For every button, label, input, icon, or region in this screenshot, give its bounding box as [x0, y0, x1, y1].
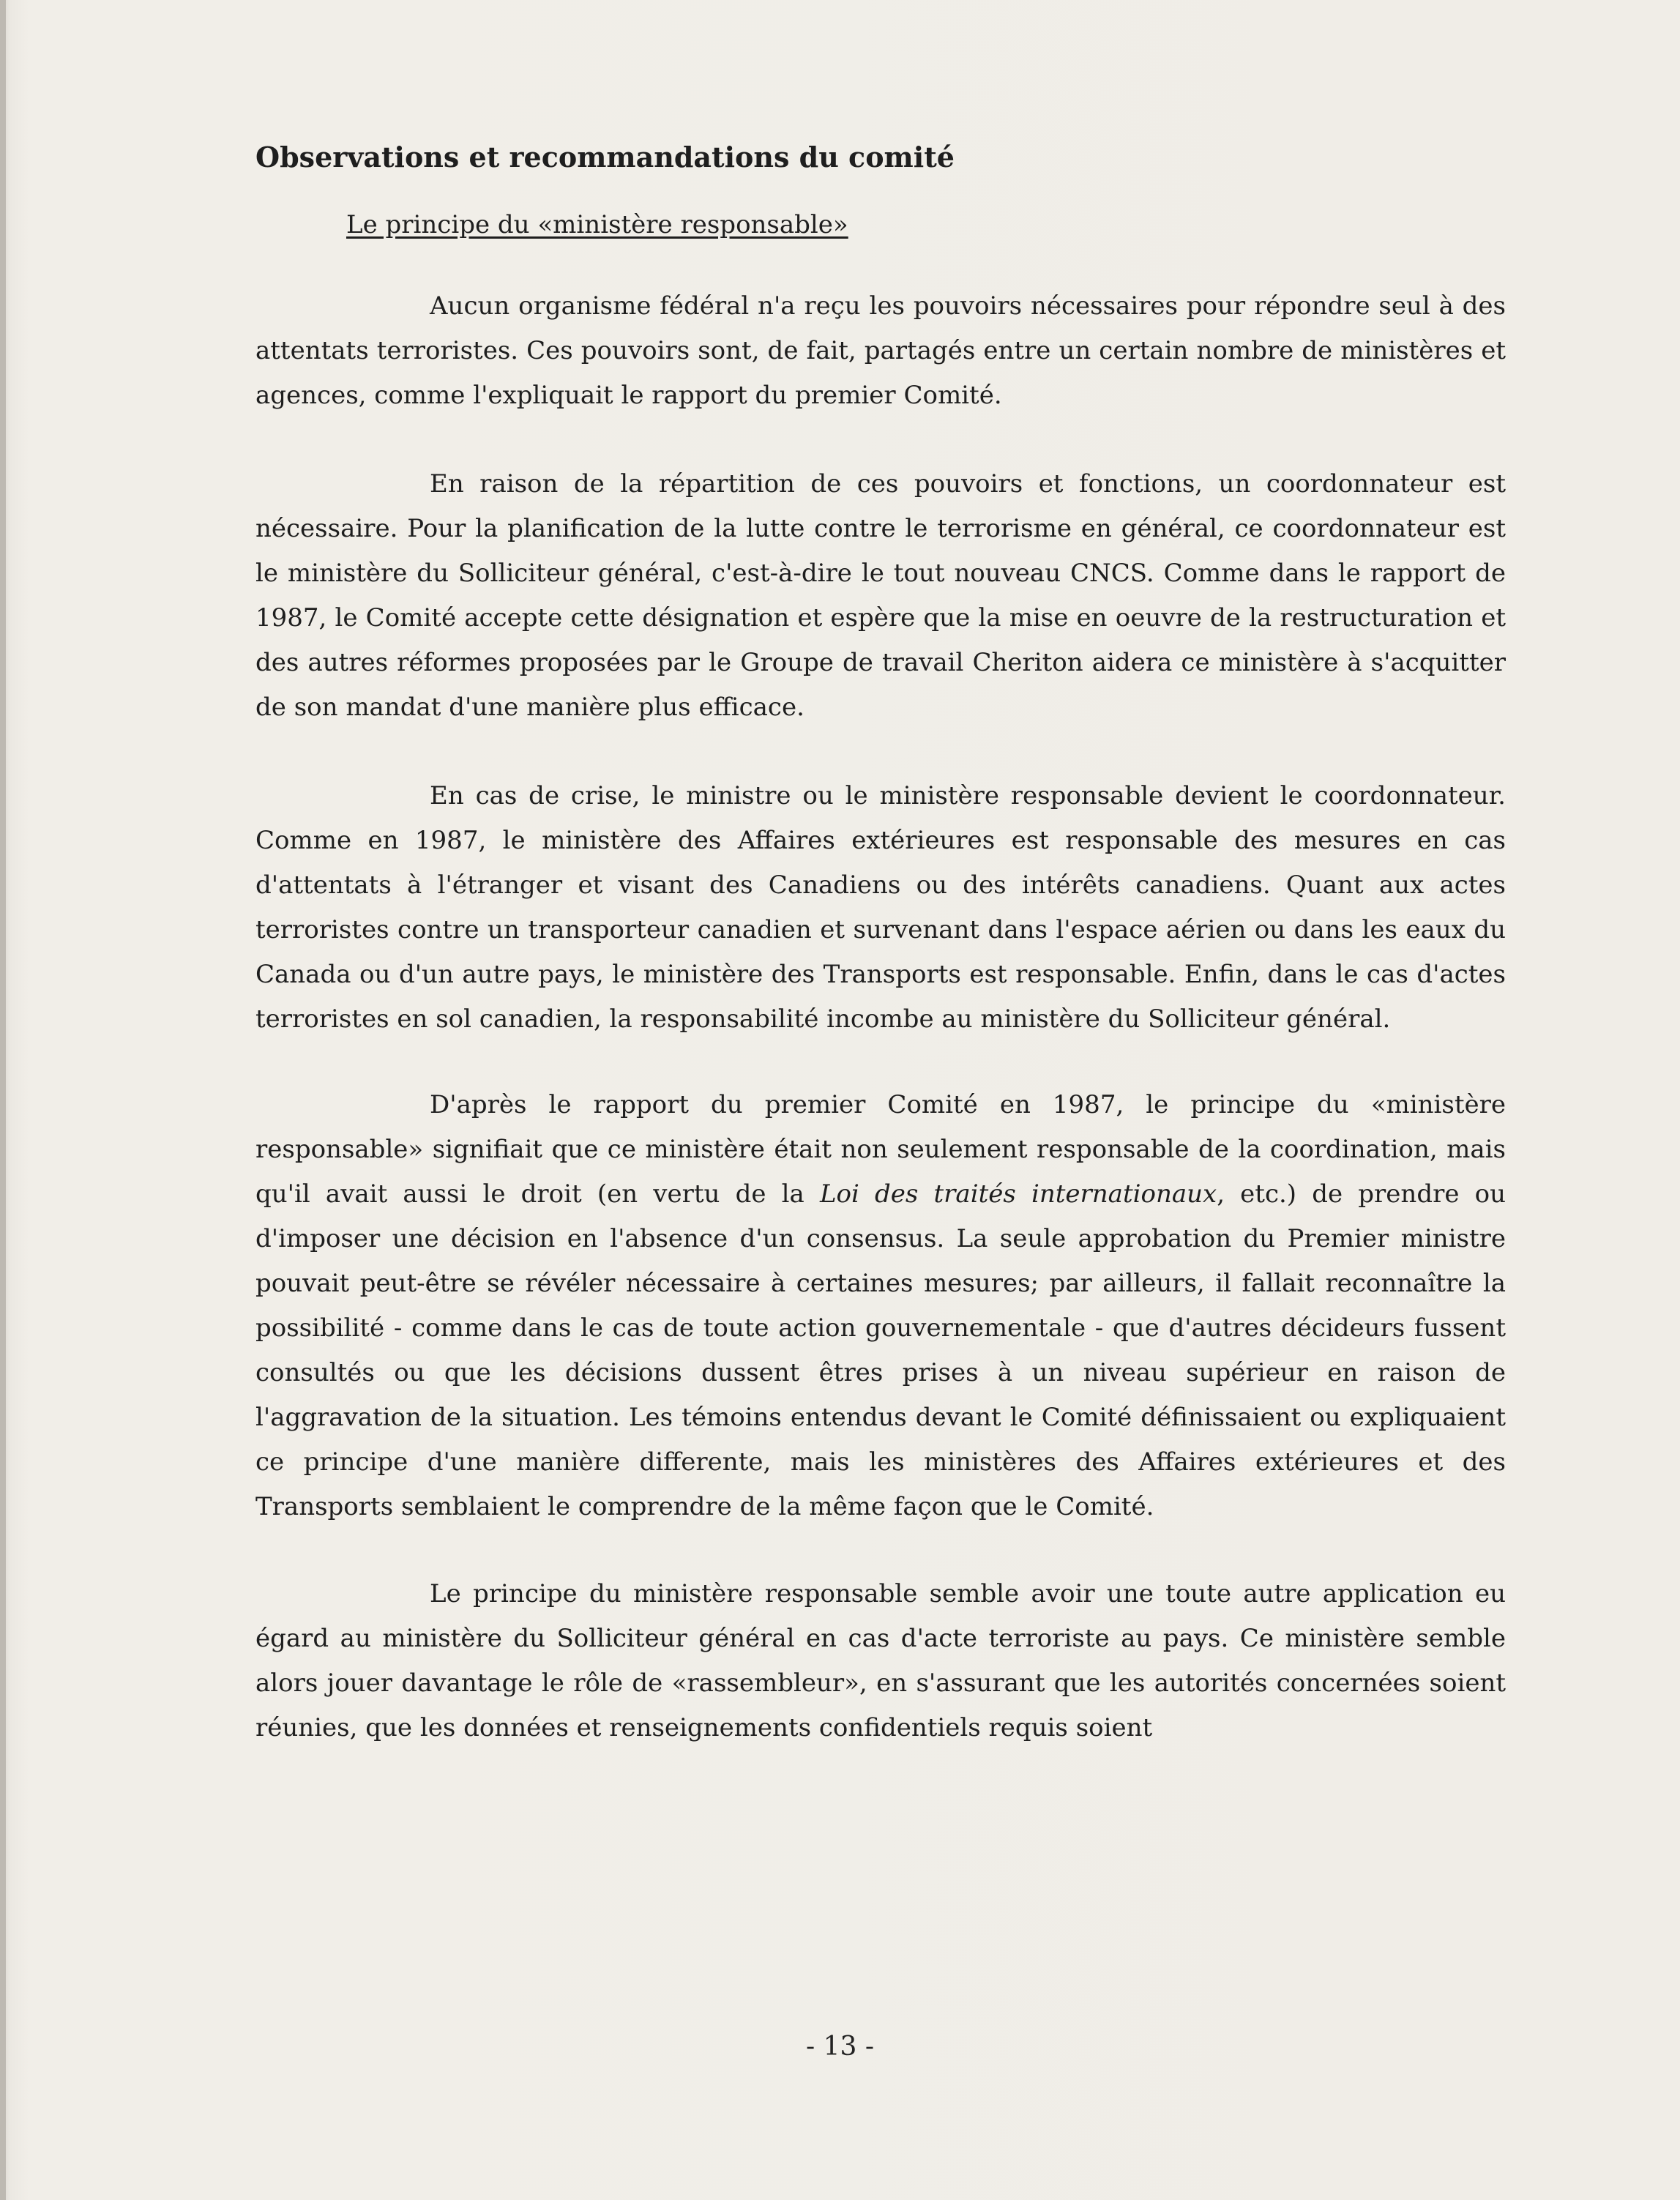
paragraph-5: Le principe du ministère responsable semble avoir une toute autre application eu égard au ministère du Solliciteur général en cas d'acte terroriste au pays. Ce ministère semble alors jouer davantage le rôle de «rassembleur», en s'assurant que les autorités concernées soient réunies, que les données et renseignements confidentiels requis soient: [255, 1579, 1506, 1742]
paragraph-4: [255, 1083, 1506, 1529]
page-binding-edge: [0, 0, 6, 2200]
paragraph-1: Aucun organisme fédéral n'a reçu les pouvoirs nécessaires pour répondre seul à des attentats terroristes. Ces pouvoirs sont, de fait, partagés entre un certain nombre de ministères et agences, comme l'expliquait le rapport du premier Comité.: [255, 291, 1506, 410]
paragraph-3: En cas de crise, le ministre ou le ministère responsable devient le coordonnateur. Comme en 1987, le ministère des Affaires extérieures est responsable des mesures en cas d'attentats à l'étranger et visant des Canadiens ou des intérêts canadiens. Quant aux actes terroristes contre un transporteur canadien et survenant dans l'espace aérien ou dans les eaux du Canada ou d'un autre pays, le ministère des Transports est responsable. Enfin, dans le cas d'actes terroristes en sol canadien, la responsabilité incombe au ministère du Solliciteur général.: [255, 781, 1506, 1034]
section-subheading: Le principe du «ministère responsable»: [346, 210, 848, 239]
law-title-italic: Loi des traités internationaux: [819, 1179, 1217, 1209]
page-number: - 13 -: [805, 2032, 875, 2062]
paragraph-4-text-before: D'après le rapport du premier Comité en 1987, le principe du «ministère responsable» signifiait que ce ministère était non seulement responsable de la coordination, mais qu'il avait aussi le droit (en vertu de la: [255, 1090, 1506, 1209]
section-heading: Observations et recommandations du comité: [255, 141, 955, 174]
paragraph-2: En raison de la répartition de ces pouvoirs et fonctions, un coordonnateur est nécessaire. Pour la planification de la lutte contre le terrorisme en général, ce coordonnateur est le ministère du Solliciteur général, c'est-à-dire le tout nouveau CNCS. Comme dans le rapport de 1987, le Comité accepte cette désignation et espère que la mise en oeuvre de la restructuration et des autres réformes proposées par le Groupe de travail Cheriton aidera ce ministère à s'acquitter de son mandat d'une manière plus efficace.: [255, 469, 1506, 722]
paragraph-4-text-after: , etc.) de prendre ou d'imposer une décision en l'absence d'un consensus. La seule approbation du Premier ministre pouvait peut-être se révéler nécessaire à certaines mesures; par ailleurs, il fallait reconnaître la possibilité - comme dans le cas de toute action gouvernementale - que d'autres décideurs fussent consultés ou que les décisions dussent êtres prises à un niveau supérieur en raison de l'aggravation de la situation. Les témoins entendus devant le Comité définissaient ou expliquaient ce principe d'une manière differente, mais les ministères des Affaires extérieures et des Transports semblaient le comprendre de la même façon que le Comité.: [255, 1179, 1506, 1521]
document-body: [255, 139, 1506, 1750]
